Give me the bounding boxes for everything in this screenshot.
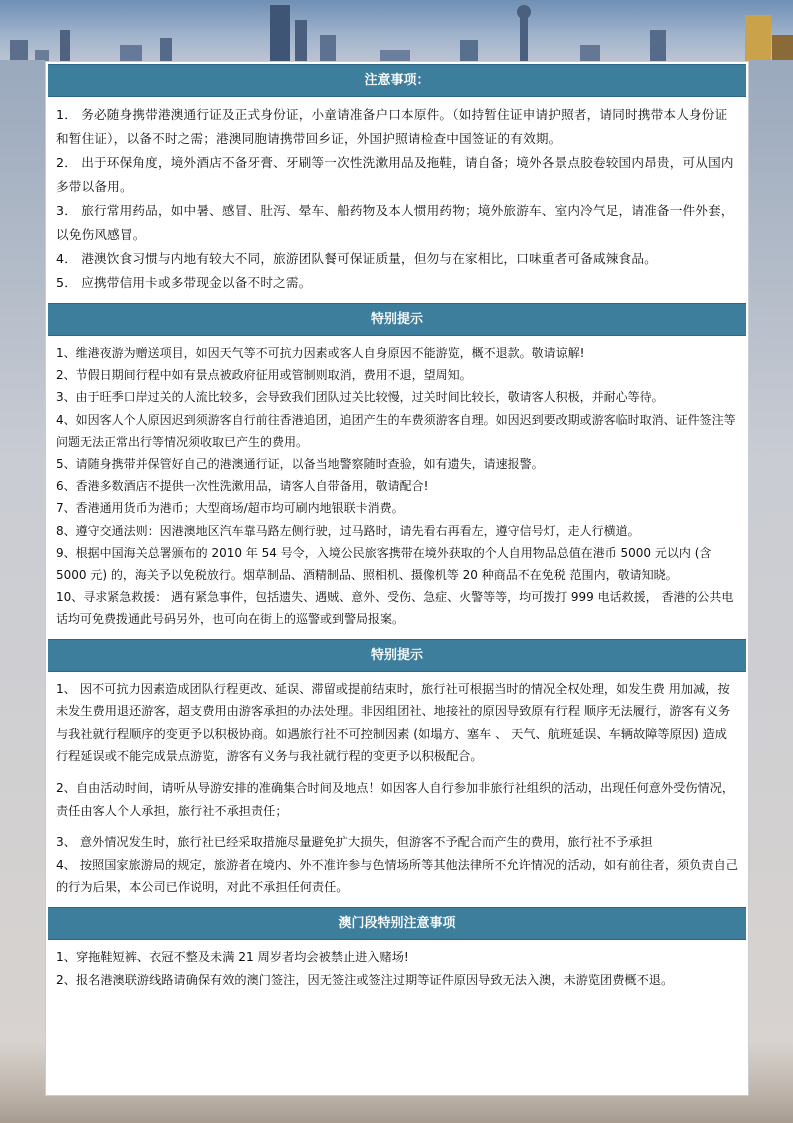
list-item: 3、 意外情况发生时，旅行社已经采取措施尽量避免扩大损失，但游客不予配合而产生的费用，旅行社不予承担 [56,835,653,850]
section-special-tips-1 [46,303,748,637]
list-item: 8、遵守交通法则：因港澳地区汽车靠马路左侧行驶，过马路时，请先看右再看左，遵守信号灯，走人行横道。 [56,523,640,538]
notice-card [45,61,749,1096]
section-notes [46,64,748,301]
section-header: 澳门段特别注意事项 [48,907,746,940]
list-item: 4、 按照国家旅游局的规定，旅游者在境内、外不准许参与色情场所等其他法律所不允许情况的活动，如有前往者，须负责自己的行为后果，本公司已作说明，对此不承担任何责任。 [56,857,738,895]
list-item: 6、香港多数酒店不提供一次性洗漱用品，请客人自带备用，敬请配合! [56,479,429,494]
list-item: 1、维港夜游为赠送项目，如因天气等不可抗力因素或客人自身原因不能游览，概不退款。敬请谅解! [56,346,585,360]
section-macau-notes [46,907,748,998]
list-item: 1、穿拖鞋短裤、衣冠不整及未满 21 周岁者均会被禁止进入赌场! [56,949,409,964]
list-item: 3、由于旺季口岸过关的人流比较多，会导致我们团队过关比较慢，过关时间比较长，敬请客人积极，并耐心等待。 [56,390,664,405]
section-body [46,672,748,905]
list-item: 1． 务必随身携带港澳通行证及正式身份证，小童请准备户口本原件。（如持暂住证申请护照者，请同时携带本人身份证和暂住证），以备不时之需；港澳同胞请携带回乡证，外国护照请检查中国签证的有效期。 [56,107,728,146]
list-item: 10、寻求紧急救援： 遇有紧急事件，包括遗失、遇贼、意外、受伤、急症、火警等等，均可拨打 999 电话救援， 香港的公共电话均可免费拨通此号码另外，也可向在街上的巡警或到警局报案。 [56,590,734,627]
list-item: 2、节假日期间行程中如有景点被政府征用或管制则取消，费用不退，望周知。 [56,368,472,383]
list-item: 2、自由活动时间，请听从导游安排的准确集合时间及地点！如因客人自行参加非旅行社组织的活动，出现任何意外受伤情况，责任由客人个人承担，旅行社不承担责任； [56,781,735,818]
list-item: 5、请随身携带并保管好自己的港澳通行证，以备当地警察随时查验，如有遗失，请速报警。 [56,457,544,472]
section-body [46,940,748,998]
left-background-strip [0,60,45,1060]
list-item: 4． 港澳饮食习惯与内地有较大不同，旅游团队餐可保证质量，但勿与在家相比，口味重者可备咸辣食品。 [56,251,657,266]
list-item: 3． 旅行常用药品，如中暑、感冒、肚泻、晕车、船药物及本人惯用药物；境外旅游车、室内冷气足，请准备一件外套，以免伤风感冒。 [56,203,734,242]
list-item: 4、如因客人个人原因迟到须游客自行前往香港追团，追团产生的车费须游客自理。如因迟到要改期或游客临时取消、证件签注等问题无法正常出行等情况须收取已产生的费用。 [56,412,736,449]
right-background-strip [749,60,793,1060]
list-item: 7、香港通用货币为港币；大型商场/超市均可刷内地银联卡消费。 [56,501,404,516]
section-header: 特别提示 [48,303,746,336]
list-item: 2． 出于环保角度，境外酒店不备牙膏、牙刷等一次性洗漱用品及拖鞋，请自备；境外各景点胶卷较国内昂贵，可从国内多带以备用。 [56,155,734,194]
list-item: 5． 应携带信用卡或多带现金以备不时之需。 [56,275,312,290]
list-item: 1、 因不可抗力因素造成团队行程更改、延误、滞留或提前结束时，旅行社可根据当时的情况全权处理，如发生费 用加减，按未发生费用退还游客，超支费用由游客承担的办法处理。非因组团社、地接社的原因导致原有行程 顺序无法履行，游客有义务与我社就行程顺序的变更予以积极协商。如遇旅行社不可控制因素 (如塌方、塞车 、 天气、航班延误、车辆故障等原因) 造成行程延误或不能完成景点游览，游客有义务与我社就行程的变更予以积极配合。 [56,681,731,764]
section-body [46,336,748,637]
list-item: 2、报名港澳联游线路请确保有效的澳门签注，因无签注或签注过期等证件原因导致无法入澳，未游览团费概不退。 [56,972,674,987]
section-body [46,97,748,301]
section-header: 注意事项： [48,64,746,97]
list-item: 9、根据中国海关总署颁布的 2010 年 54 号令，入境公民旅客携带在境外获取的个人自用物品总值在港币 5000 元以内 (含 5000 元) 的，海关予以免税放行。烟草制品、酒精制品、照相机、摄像机等 20 种商品不在免税 范围内，敬请知晓。 [56,545,712,583]
section-special-tips-2 [46,639,748,905]
section-header: 特别提示 [48,639,746,672]
